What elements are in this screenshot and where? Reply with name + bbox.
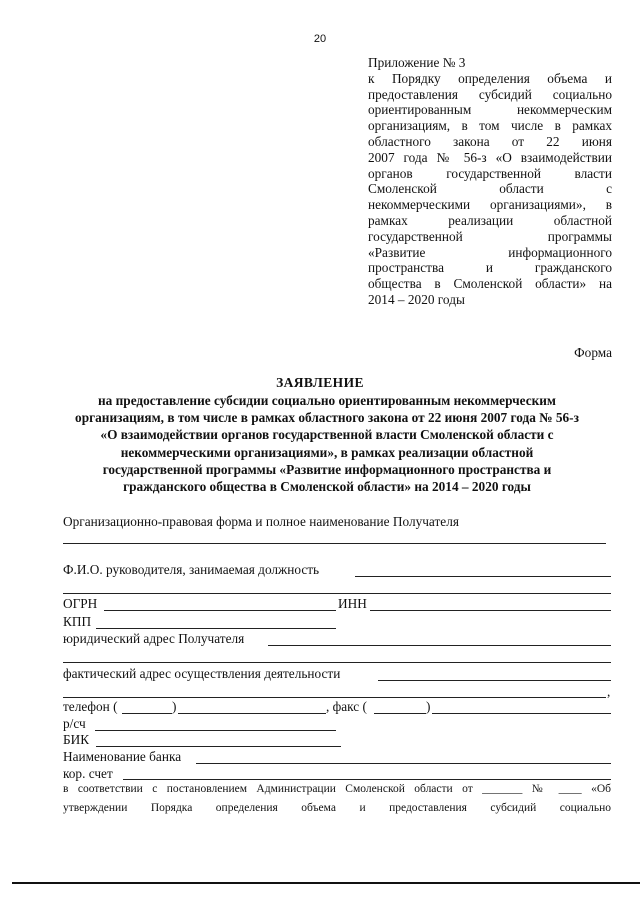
bank-name-label: Наименование банка xyxy=(63,749,182,764)
footer-line-1: в соответствии с постановлением Администрации Смоленской области от _______ № ____ «Об xyxy=(63,783,611,795)
appendix-line: ориентированным некоммерческим xyxy=(368,102,612,118)
legal-address-field[interactable] xyxy=(268,645,611,646)
fax-code-field[interactable] xyxy=(374,713,426,714)
comma: , xyxy=(607,684,611,699)
appendix-line: пространства и гражданского xyxy=(368,260,612,276)
appendix-block xyxy=(368,55,612,308)
appendix-line: некоммерческими организациями», в xyxy=(368,197,612,213)
appendix-line: рамках реализации областной xyxy=(368,212,612,228)
bottom-rule xyxy=(12,882,640,884)
fax-close-paren: ) xyxy=(426,699,431,714)
appendix-line: государственной программы xyxy=(368,228,612,244)
document-heading: ЗАЯВЛЕНИЕ xyxy=(276,375,364,390)
director-field-line2[interactable] xyxy=(63,593,611,594)
inn-field[interactable] xyxy=(370,610,611,611)
appendix-line: органов государственной власти xyxy=(368,165,612,181)
appendix-title: Приложение № 3 xyxy=(368,55,466,70)
fax-label: , факс ( xyxy=(326,699,367,714)
actual-address-field-line2[interactable] xyxy=(63,697,606,698)
bik-field[interactable] xyxy=(96,746,341,747)
actual-address-label: фактический адрес осуществления деятельности xyxy=(63,666,341,681)
phone-label: телефон ( xyxy=(63,699,118,714)
document-subheading: на предоставление субсидии социально ориентированным некоммерческим организациям, в том числе в рамках областного закона от 22 июня 2007 года № 56-з «О взаимодействии органов государственной власти Смоленской области с некоммерческими организациями», в рамках реализации областной государственной программы «Развитие информационного пространства и гражданского общества в Смоленской области» на 2014 – 2020 годы xyxy=(75,393,579,495)
appendix-line: 2007 года № 56-з «О взаимодействии xyxy=(368,149,612,165)
ogrn-field[interactable] xyxy=(104,610,336,611)
kpp-field[interactable] xyxy=(96,628,336,629)
phone-number-field[interactable] xyxy=(178,713,326,714)
account-label: р/сч xyxy=(63,716,86,731)
appendix-text xyxy=(368,71,612,308)
appendix-line: областного закона от 22 июня xyxy=(368,133,612,149)
page-number: 20 xyxy=(313,33,327,45)
appendix-line: организациям, в том числе в рамках xyxy=(368,118,612,134)
legal-address-field-line2[interactable] xyxy=(63,662,611,663)
director-label: Ф.И.О. руководителя, занимаемая должность xyxy=(63,562,320,577)
appendix-line: Смоленской области с xyxy=(368,181,612,197)
corr-account-label: кор. счет xyxy=(63,766,113,781)
legal-address-label: юридический адрес Получателя xyxy=(63,631,245,646)
appendix-line: 2014 – 2020 годы xyxy=(368,291,465,307)
phone-code-field[interactable] xyxy=(122,713,172,714)
appendix-line: к Порядку определения объема и xyxy=(368,70,612,86)
appendix-line: «Развитие информационного xyxy=(368,244,612,260)
bik-label: БИК xyxy=(63,732,90,747)
ogrn-label: ОГРН xyxy=(63,596,98,611)
fax-number-field[interactable] xyxy=(432,713,611,714)
phone-close-paren: ) xyxy=(172,699,177,714)
footer-line-2: утверждении Порядка определения объема и предоставления субсидий социально xyxy=(63,802,611,814)
actual-address-field[interactable] xyxy=(378,680,611,681)
form-label: Форма xyxy=(574,345,612,360)
account-field[interactable] xyxy=(95,730,336,731)
inn-label: ИНН xyxy=(338,596,367,611)
org-name-field[interactable] xyxy=(63,543,606,544)
org-name-label: Организационно-правовая форма и полное наименование Получателя xyxy=(63,514,459,529)
appendix-line: предоставления субсидий социально xyxy=(368,86,612,102)
director-field[interactable] xyxy=(355,576,611,577)
kpp-label: КПП xyxy=(63,614,92,629)
bank-name-field[interactable] xyxy=(196,763,611,764)
appendix-line: общества в Смоленской области» на xyxy=(368,276,612,292)
